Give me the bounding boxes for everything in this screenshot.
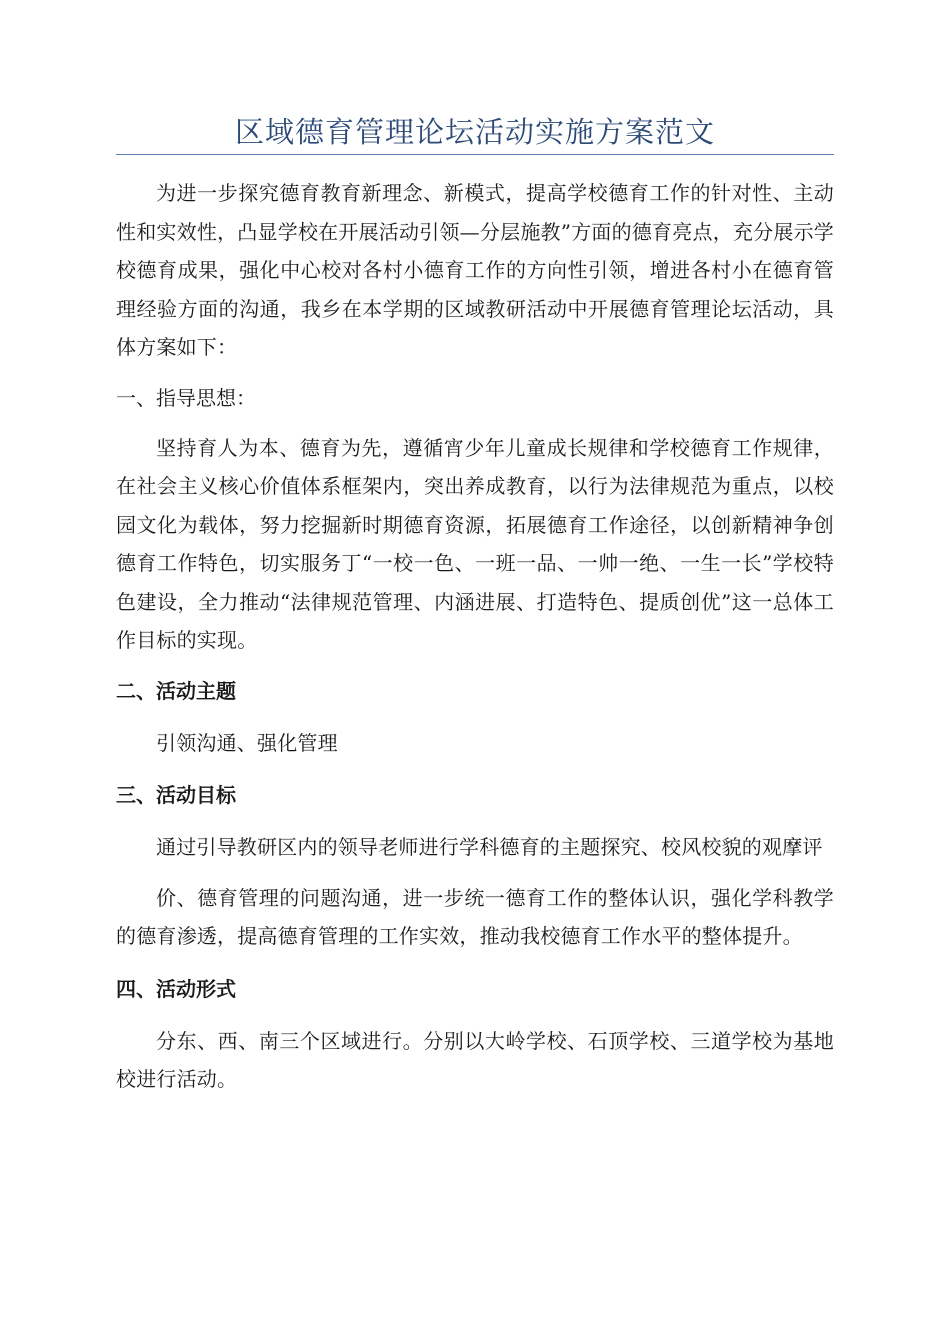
section-paragraph: 引领沟通、强化管理 <box>156 730 338 755</box>
section-paragraph: 价、德育管理的问题沟通，进一步统一德育工作的整体认识，强化学科教学的德育渗透，提高德育管理的工作实效，推动我校德育工作水平的整体提升。 <box>116 885 834 948</box>
section-paragraph: 分东、西、南三个区域进行。分别以大岭学校、石顶学校、三道学校为基地校进行活动。 <box>116 1028 834 1091</box>
document-title: 区域德育管理论坛活动实施方案范文 <box>116 112 834 155</box>
document-page <box>116 112 834 1099</box>
section-heading-format: 四、活动形式 <box>116 976 236 1001</box>
section-heading-theme: 二、活动主题 <box>116 678 236 703</box>
section-paragraph: 坚持育人为本、德育为先，遵循宵少年儿童成长规律和学校德育工作规律，在社会主义核心价值体系框架内，突出养成教育，以行为法律规范为重点，以校园文化为载体，努力挖掘新时期德育资源，拓展德育工作途径，以创新精神争创德育工作特色，切实服务丁“一校一色、一班一品、一帅一绝、一生一长”学校特色建设，全力推动“法律规范管理、内涵进展、打造特色、提质创优”这一总体工作目标的实现。 <box>116 435 834 652</box>
section-paragraph: 通过引导教研区内的领导老师进行学科德育的主题探究、校风校貌的观摩评 <box>156 835 823 859</box>
section-heading-guiding-ideology: 一、指导思想： <box>116 385 256 410</box>
section-heading-goals: 三、活动目标 <box>116 783 236 807</box>
intro-paragraph: 为进一步探究德育教育新理念、新模式，提高学校德育工作的针对性、主动性和实效性，凸显学校在开展活动引领—分层施教”方面的德育亮点，充分展示学校德育成果，强化中心校对各村小德育工作的方向性引领，增进各村小在德育管理经验方面的沟通，我乡在本学期的区域教研活动中开展德育管理论坛活动，具体方案如下： <box>116 181 834 359</box>
